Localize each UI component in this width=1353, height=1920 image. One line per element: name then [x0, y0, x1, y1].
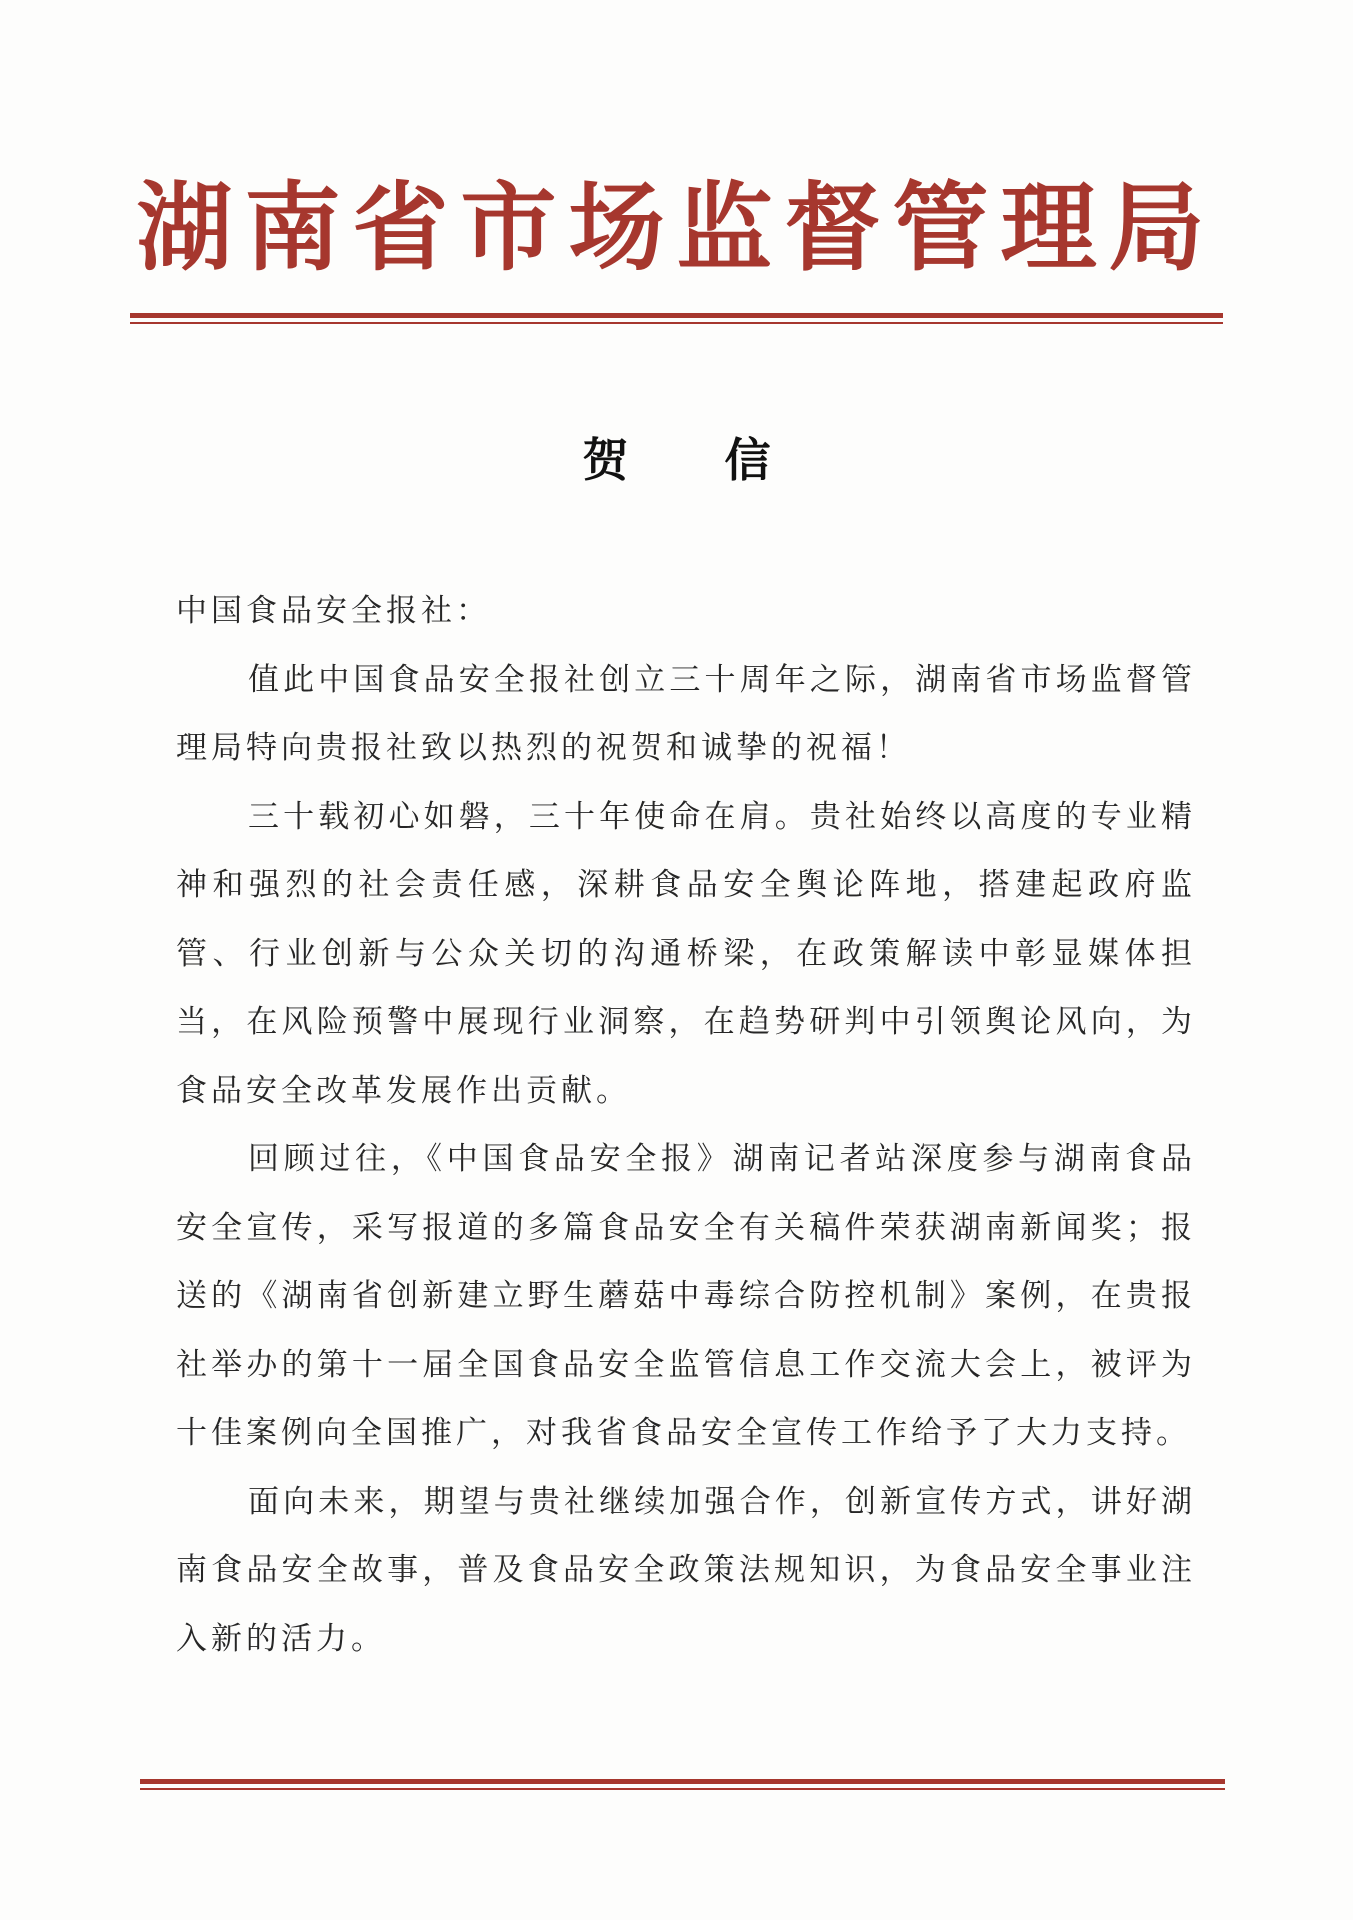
letter-paragraph: 值此中国食品安全报社创立三十周年之际，湖南省市场监督管理局特向贵报社致以热烈的祝贺和诚挚的祝福！	[176, 661, 1196, 766]
letter-body	[176, 577, 1196, 1673]
letter-paragraph: 面向未来，期望与贵社继续加强合作，创新宣传方式，讲好湖南食品安全故事，普及食品安全政策法规知识，为食品安全事业注入新的活力。	[176, 1483, 1196, 1657]
letterhead-divider	[130, 313, 1223, 324]
letter-title: 贺 信	[582, 433, 811, 487]
footer-divider	[140, 1779, 1225, 1790]
letter-paragraph: 回顾过往，《中国食品安全报》湖南记者站深度参与湖南食品安全宣传，采写报道的多篇食品安全有关稿件荣获湖南新闻奖；报送的《湖南省创新建立野生蘑菇中毒综合防控机制》案例，在贵报社举办的第十一届全国食品安全监管信息工作交流大会上，被评为十佳案例向全国推广，对我省食品安全宣传工作给予了大力支持。	[176, 1141, 1196, 1451]
letter-paragraph: 三十载初心如磐，三十年使命在肩。贵社始终以高度的专业精神和强烈的社会责任感，深耕食品安全舆论阵地，搭建起政府监管、行业创新与公众关切的沟通桥梁，在政策解读中彰显媒体担当，在风险预警中展现行业洞察，在趋势研判中引领舆论风向，为食品安全改革发展作出贡献。	[176, 798, 1196, 1109]
letterhead-organization: 湖南省市场监督管理局	[136, 172, 1217, 284]
letter-salutation: 中国食品安全报社：	[176, 593, 491, 629]
